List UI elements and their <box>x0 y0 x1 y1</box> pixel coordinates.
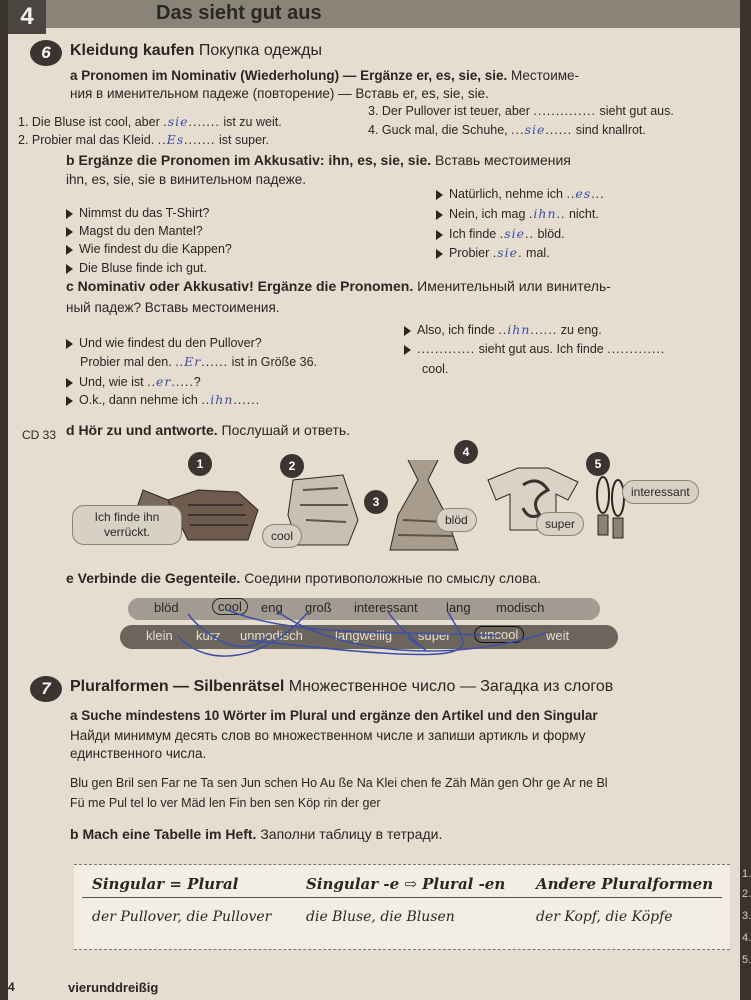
exercise-6c-left-4: O.k., dann nehme ich ..ihn...... <box>66 392 259 407</box>
exercise-6c-left-1: Und wie findest du den Pullover? <box>66 336 262 350</box>
page-number: 4 <box>8 980 15 994</box>
exercise-6b-heading: b Ergänze die Pronomen im Akkusativ: ihn, es, sie, sie. Вставь местоимения <box>66 152 571 168</box>
exercise-6c-heading-ru: ный падеж? Вставь местоимения. <box>66 300 280 315</box>
exercise-6b-right-1: Natürlich, nehme ich ..es... <box>436 186 605 201</box>
exercise-6c-left-2: Probier mal den. ..Er...... ist in Größe 36. <box>80 354 318 369</box>
exercise-6b-left-2: Magst du den Mantel? <box>66 224 203 238</box>
exercise-6c-heading: c Nominativ oder Akkusativ! Ergänze die Pronomen. Именительный или винитель- <box>66 278 611 294</box>
section-7-badge: 7 <box>30 676 62 702</box>
dress-drawing <box>390 460 458 550</box>
picture-number-4: 4 <box>454 440 478 464</box>
exercise-6b-right-2: Nein, ich mag .ihn.. nicht. <box>436 206 599 221</box>
word-modisch: modisch <box>496 600 545 615</box>
exercise-6a-item-2: 2. Probier mal das Kleid. ..Es....... ist super. <box>18 132 269 147</box>
word-gross: groß <box>305 600 332 615</box>
word-kurz: kurz <box>196 628 221 643</box>
exercise-6c-left-3: Und, wie ist ..er.....? <box>66 374 201 389</box>
picture-number-1: 1 <box>188 452 212 476</box>
side-number-3: 3. <box>742 910 751 922</box>
speech-bubble-2: cool <box>262 524 302 548</box>
word-uncool: uncool <box>474 626 524 643</box>
table-col1-value: der Pullover, die Pullover <box>92 909 272 925</box>
page-word: vierunddreißig <box>68 980 159 995</box>
exercise-6b-right-3: Ich finde .sie.. blöd. <box>436 226 565 241</box>
picture-number-3: 3 <box>364 490 388 514</box>
exercise-6c-right-1: Also, ich finde ..ihn...... zu eng. <box>404 322 602 337</box>
earrings-drawing <box>597 477 624 538</box>
exercise-6c-right-3: cool. <box>422 362 449 376</box>
exercise-6c-right-2: ............. sieht gut aus. Ich finde ............. <box>404 342 665 356</box>
word-cool: cool <box>212 598 248 615</box>
matching-lines <box>148 600 568 680</box>
exercise-6b-left-1: Nimmst du das T-Shirt? <box>66 206 209 220</box>
exercise-6a-heading-ru: ния в именительном падеже (повторение) — Вставь er, es, sie, sie. <box>70 86 489 101</box>
side-number-1: 1. <box>742 868 751 880</box>
side-number-4: 4. <box>742 932 751 944</box>
exercise-6b-left-3: Wie findest du die Kappen? <box>66 242 232 256</box>
side-number-5: 5. <box>742 954 751 966</box>
chapter-title: Das sieht gut aus <box>156 2 322 24</box>
word-unmodisch: unmodisch <box>240 628 303 643</box>
exercise-6e-heading: e Verbinde die Gegenteile. Соедини противоположные по смыслу слова. <box>66 570 542 586</box>
picture-number-2: 2 <box>280 454 304 478</box>
picture-number-5: 5 <box>586 452 610 476</box>
exercise-7a-heading-ru2: единственного числа. <box>70 746 207 761</box>
section-6-badge: 6 <box>30 40 62 66</box>
exercise-6d-heading: d Hör zu und antworte. Послушай и ответь. <box>66 422 351 438</box>
textbook-page <box>8 0 740 1000</box>
word-bloed: blöd <box>154 600 179 615</box>
section-6-title: Kleidung kaufen Покупка одежды <box>70 42 322 59</box>
exercise-6a-item-3: 3. Der Pullover ist teuer, aber .............. sieht gut aus. <box>368 104 674 118</box>
cd-track: CD 33 <box>22 428 57 442</box>
syllables-line-1: Blu gen Bril sen Far ne Ta sen Jun schen Ho Au ße Na Klei chen fe Zäh Män gen Ohr ge Ar ne Bl <box>70 776 608 790</box>
exercise-6b-left-4: Die Bluse finde ich gut. <box>66 261 207 275</box>
table-col3-value: der Kopf, die Köpfe <box>536 909 673 925</box>
exercise-6b-heading-ru: ihn, es, sie, sie в винительном падеже. <box>66 172 307 187</box>
table-header-rule <box>82 897 722 898</box>
syllables-line-2: Fü me Pul tel lo ver Mäd len Fin ben sen Köp rin der ger <box>70 796 381 810</box>
exercise-6b-right-4: Probier .sie. mal. <box>436 245 550 260</box>
exercise-7b-heading: b Mach eine Tabelle im Heft. Заполни таблицу в тетради. <box>70 826 443 842</box>
word-klein: klein <box>146 628 173 643</box>
word-lang: lang <box>446 600 471 615</box>
word-interessant: interessant <box>354 600 418 615</box>
exercise-6a-item-4: 4. Guck mal, die Schuhe, ...sie...... sind knallrot. <box>368 122 646 137</box>
plural-table <box>74 864 730 950</box>
word-weit: weit <box>546 628 570 643</box>
exercise-7a-heading-ru1: Найди минимум десять слов во множественном числе и запиши артикль и форму <box>70 728 586 743</box>
table-col3-head: Andere Pluralformen <box>536 875 714 893</box>
table-col1-head: Singular = Plural <box>92 875 239 893</box>
speech-bubble-5: interessant <box>622 480 699 504</box>
exercise-6a-item-1: 1. Die Bluse ist cool, aber .sie....... ist zu weit. <box>18 114 282 129</box>
exercise-7a-heading: a Suche mindestens 10 Wörter im Plural und ergänze den Artikel und den Singular <box>70 708 598 723</box>
word-eng: eng <box>261 600 283 615</box>
section-7-title: Pluralformen — Silbenrätsel Множественное число — Загадка из слогов <box>70 678 614 695</box>
chapter-number: 4 <box>8 0 46 34</box>
speech-bubble-3: blöd <box>436 508 477 532</box>
table-col2-value: die Bluse, die Blusen <box>306 909 455 925</box>
clothing-illustrations <box>128 460 628 550</box>
speech-bubble-4: super <box>536 512 584 536</box>
table-col2-head: Singular -e ⇨ Plural -en <box>306 875 506 893</box>
side-number-2: 2. <box>742 888 751 900</box>
word-super: super <box>418 628 451 643</box>
speech-bubble-1: Ich finde ihn verrückt. <box>72 505 182 545</box>
word-langweilig: langweilig <box>335 628 393 643</box>
exercise-6a-heading: a Pronomen im Nominativ (Wiederholung) — Ergänze er, es, sie, sie. Местоиме- <box>70 68 580 83</box>
header-bar <box>8 0 740 28</box>
